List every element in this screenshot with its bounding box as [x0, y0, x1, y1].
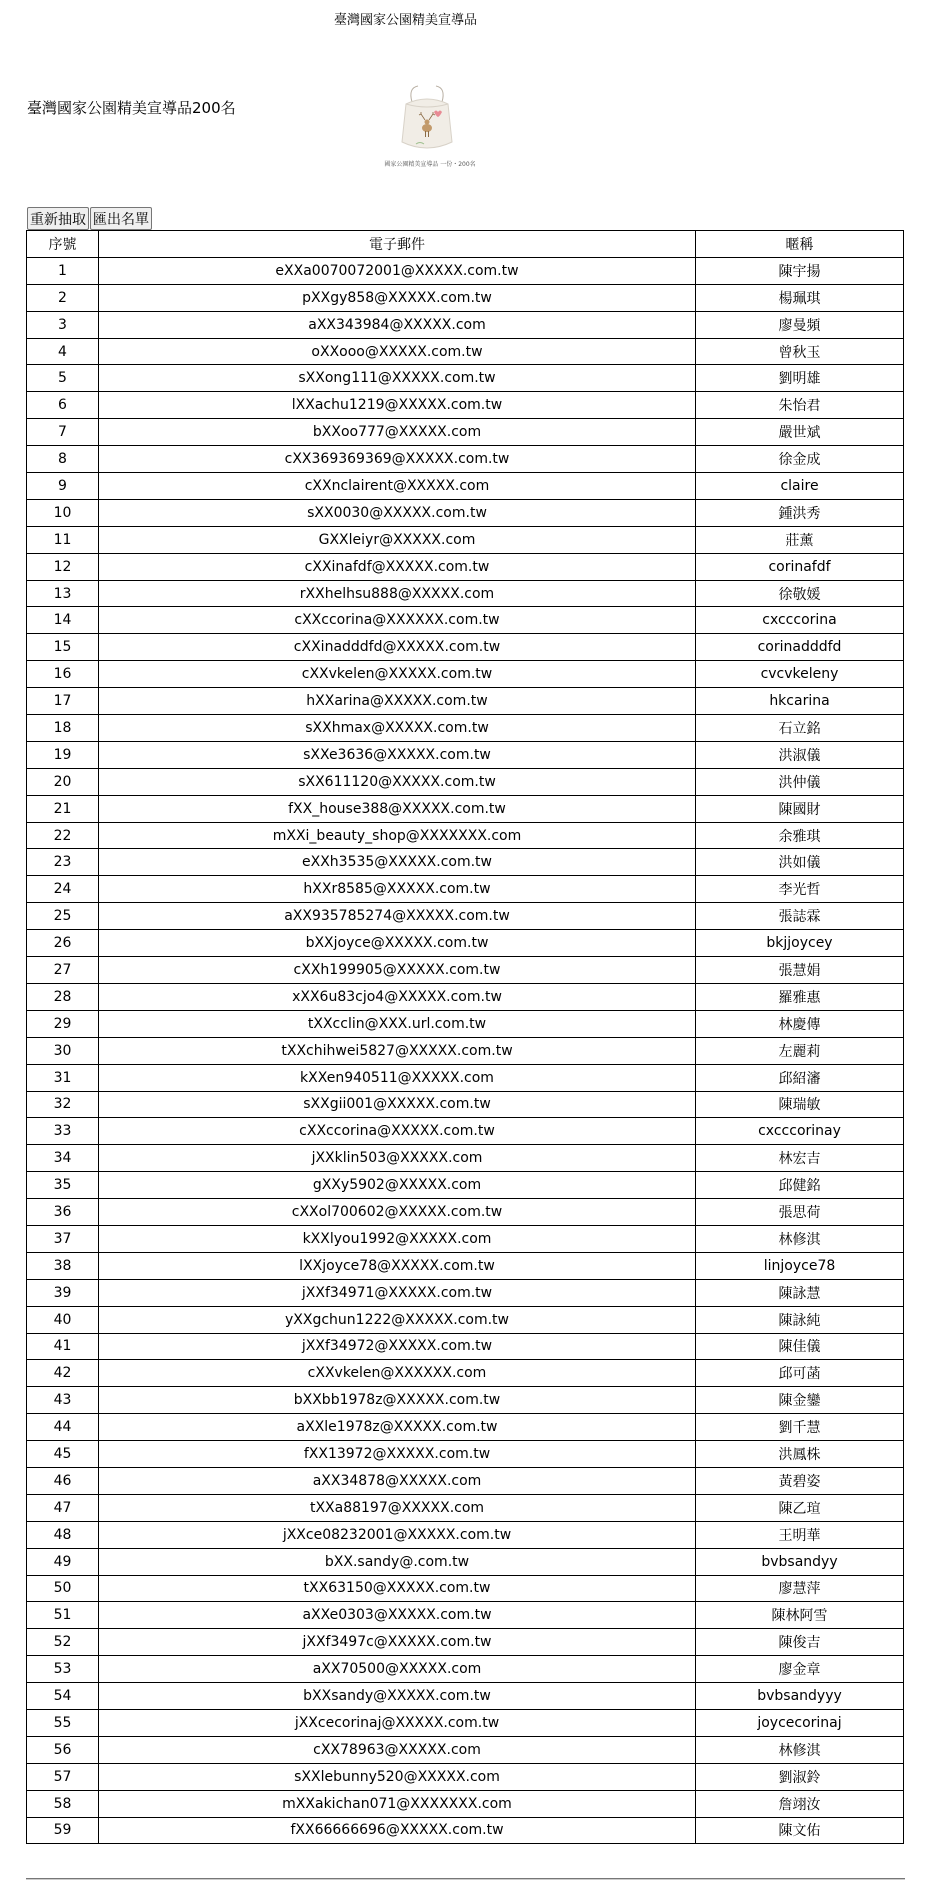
- cell-email: jXXf34971@XXXXX.com.tw: [99, 1279, 696, 1306]
- cell-nickname: 莊薰: [696, 526, 904, 553]
- cell-email: hXXr8585@XXXXX.com.tw: [99, 876, 696, 903]
- cell-email: sXXong111@XXXXX.com.tw: [99, 365, 696, 392]
- cell-no: 33: [27, 1118, 99, 1145]
- cell-no: 32: [27, 1091, 99, 1118]
- table-row: [27, 1333, 904, 1360]
- table-row: [27, 849, 904, 876]
- cell-nickname: 詹翊汝: [696, 1790, 904, 1817]
- cell-no: 58: [27, 1790, 99, 1817]
- cell-nickname: 羅雅惠: [696, 983, 904, 1010]
- cell-no: 20: [27, 768, 99, 795]
- table-row: [27, 1548, 904, 1575]
- table-row: [27, 1225, 904, 1252]
- table-body: [27, 257, 904, 1844]
- table-row: [27, 795, 904, 822]
- cell-no: 31: [27, 1064, 99, 1091]
- cell-nickname: 陳瑞敏: [696, 1091, 904, 1118]
- cell-nickname: 曾秋玉: [696, 338, 904, 365]
- table-row: [27, 930, 904, 957]
- cell-nickname: 邱紹瀋: [696, 1064, 904, 1091]
- cell-email: jXXf34972@XXXXX.com.tw: [99, 1333, 696, 1360]
- cell-no: 55: [27, 1709, 99, 1736]
- cell-no: 19: [27, 741, 99, 768]
- table-row: [27, 768, 904, 795]
- cell-nickname: 邱可菡: [696, 1360, 904, 1387]
- table-row: [27, 957, 904, 984]
- cell-email: cXXh199905@XXXXX.com.tw: [99, 957, 696, 984]
- table-row: [27, 1494, 904, 1521]
- cell-email: rXXhelhsu888@XXXXX.com: [99, 580, 696, 607]
- cell-no: 37: [27, 1225, 99, 1252]
- cell-nickname: 石立銘: [696, 715, 904, 742]
- cell-no: 4: [27, 338, 99, 365]
- cell-nickname: claire: [696, 473, 904, 500]
- export-list-button[interactable]: 匯出名單: [90, 207, 152, 230]
- cell-no: 41: [27, 1333, 99, 1360]
- cell-nickname: 林慶傳: [696, 1010, 904, 1037]
- cell-email: bXX.sandy@.com.tw: [99, 1548, 696, 1575]
- cell-nickname: 王明華: [696, 1521, 904, 1548]
- cell-email: fXX66666696@XXXXX.com.tw: [99, 1817, 696, 1844]
- table-row: [27, 1414, 904, 1441]
- cell-nickname: 林宏吉: [696, 1145, 904, 1172]
- cell-email: oXXooo@XXXXX.com.tw: [99, 338, 696, 365]
- cell-email: cXXol700602@XXXXX.com.tw: [99, 1199, 696, 1226]
- cell-email: mXXi_beauty_shop@XXXXXXX.com: [99, 822, 696, 849]
- cell-nickname: hkcarina: [696, 688, 904, 715]
- cell-no: 29: [27, 1010, 99, 1037]
- table-row: [27, 1091, 904, 1118]
- cell-no: 43: [27, 1387, 99, 1414]
- cell-nickname: bkjjoycey: [696, 930, 904, 957]
- cell-no: 27: [27, 957, 99, 984]
- cell-nickname: 張慧娟: [696, 957, 904, 984]
- cell-nickname: 劉明雄: [696, 365, 904, 392]
- cell-nickname: 徐金成: [696, 446, 904, 473]
- table-row: [27, 741, 904, 768]
- cell-email: sXXe3636@XXXXX.com.tw: [99, 741, 696, 768]
- table-row: [27, 607, 904, 634]
- table-row: [27, 1629, 904, 1656]
- cell-email: sXXlebunny520@XXXXX.com: [99, 1763, 696, 1790]
- cell-email: xXX6u83cjo4@XXXXX.com.tw: [99, 983, 696, 1010]
- cell-nickname: 陳詠純: [696, 1306, 904, 1333]
- cell-nickname: corinafdf: [696, 553, 904, 580]
- cell-nickname: 陳乙瑄: [696, 1494, 904, 1521]
- cell-nickname: 朱怡君: [696, 392, 904, 419]
- cell-no: 6: [27, 392, 99, 419]
- cell-email: gXXy5902@XXXXX.com: [99, 1172, 696, 1199]
- cell-nickname: 陳國財: [696, 795, 904, 822]
- prize-heading: 臺灣國家公園精美宣導品200名: [27, 99, 236, 117]
- cell-email: sXXgii001@XXXXX.com.tw: [99, 1091, 696, 1118]
- cell-nickname: 劉淑鈴: [696, 1763, 904, 1790]
- cell-no: 40: [27, 1306, 99, 1333]
- cell-no: 59: [27, 1817, 99, 1844]
- table-row: [27, 473, 904, 500]
- cell-no: 16: [27, 661, 99, 688]
- cell-no: 45: [27, 1441, 99, 1468]
- cell-no: 3: [27, 311, 99, 338]
- table-row: [27, 1279, 904, 1306]
- cell-nickname: 洪如儀: [696, 849, 904, 876]
- cell-nickname: 徐敬媛: [696, 580, 904, 607]
- cell-email: tXXa88197@XXXXX.com: [99, 1494, 696, 1521]
- cell-email: cXXvkelen@XXXXXX.com: [99, 1360, 696, 1387]
- cell-no: 2: [27, 284, 99, 311]
- cell-no: 8: [27, 446, 99, 473]
- cell-no: 53: [27, 1656, 99, 1683]
- table-row: [27, 1521, 904, 1548]
- table-row: [27, 1387, 904, 1414]
- table-row: [27, 1252, 904, 1279]
- table-row: [27, 1064, 904, 1091]
- cell-nickname: 李光哲: [696, 876, 904, 903]
- cell-nickname: 林修淇: [696, 1225, 904, 1252]
- table-row: [27, 1199, 904, 1226]
- cell-no: 10: [27, 499, 99, 526]
- cell-nickname: 廖曼頻: [696, 311, 904, 338]
- table-row: [27, 446, 904, 473]
- header-no: 序號: [27, 231, 99, 258]
- table-row: [27, 1360, 904, 1387]
- cell-nickname: 陳文佑: [696, 1817, 904, 1844]
- cell-email: cXXnclairent@XXXXX.com: [99, 473, 696, 500]
- cell-email: eXXa0070072001@XXXXX.com.tw: [99, 257, 696, 284]
- cell-email: kXXen940511@XXXXX.com: [99, 1064, 696, 1091]
- cell-email: aXX34878@XXXXX.com: [99, 1467, 696, 1494]
- cell-no: 52: [27, 1629, 99, 1656]
- cell-no: 26: [27, 930, 99, 957]
- table-row: [27, 1037, 904, 1064]
- table-row: [27, 311, 904, 338]
- header-nickname: 暱稱: [696, 231, 904, 258]
- cell-email: cXXinafdf@XXXXX.com.tw: [99, 553, 696, 580]
- cell-no: 46: [27, 1467, 99, 1494]
- cell-email: bXXsandy@XXXXX.com.tw: [99, 1683, 696, 1710]
- table-header-row: [27, 231, 904, 258]
- bottom-divider: [26, 1878, 905, 1880]
- cell-email: cXXinadddfd@XXXXX.com.tw: [99, 634, 696, 661]
- cell-email: sXX611120@XXXXX.com.tw: [99, 768, 696, 795]
- cell-nickname: 余雅琪: [696, 822, 904, 849]
- cell-email: fXX13972@XXXXX.com.tw: [99, 1441, 696, 1468]
- table-row: [27, 876, 904, 903]
- cell-email: aXX935785274@XXXXX.com.tw: [99, 903, 696, 930]
- cell-no: 12: [27, 553, 99, 580]
- cell-email: hXXarina@XXXXX.com.tw: [99, 688, 696, 715]
- cell-no: 38: [27, 1252, 99, 1279]
- cell-email: yXXgchun1222@XXXXX.com.tw: [99, 1306, 696, 1333]
- cell-no: 23: [27, 849, 99, 876]
- table-row: [27, 1010, 904, 1037]
- table-row: [27, 1172, 904, 1199]
- table-row: [27, 1602, 904, 1629]
- table-row: [27, 1118, 904, 1145]
- table-row: [27, 338, 904, 365]
- cell-no: 1: [27, 257, 99, 284]
- cell-nickname: 鍾洪秀: [696, 499, 904, 526]
- table-row: [27, 553, 904, 580]
- cell-nickname: 洪仲儀: [696, 768, 904, 795]
- table-row: [27, 1736, 904, 1763]
- cell-no: 9: [27, 473, 99, 500]
- cell-email: pXXgy858@XXXXX.com.tw: [99, 284, 696, 311]
- table-row: [27, 1656, 904, 1683]
- cell-nickname: 陳金鑾: [696, 1387, 904, 1414]
- cell-email: sXXhmax@XXXXX.com.tw: [99, 715, 696, 742]
- table-row: [27, 1306, 904, 1333]
- cell-no: 35: [27, 1172, 99, 1199]
- cell-no: 47: [27, 1494, 99, 1521]
- cell-no: 5: [27, 365, 99, 392]
- table-row: [27, 526, 904, 553]
- cell-no: 39: [27, 1279, 99, 1306]
- cell-no: 28: [27, 983, 99, 1010]
- cell-no: 7: [27, 419, 99, 446]
- cell-email: aXXle1978z@XXXXX.com.tw: [99, 1414, 696, 1441]
- cell-email: mXXakichan071@XXXXXXX.com: [99, 1790, 696, 1817]
- cell-no: 54: [27, 1683, 99, 1710]
- cell-nickname: 洪淑儀: [696, 741, 904, 768]
- cell-nickname: 陳宇揚: [696, 257, 904, 284]
- cell-nickname: 洪鳳株: [696, 1441, 904, 1468]
- cell-no: 56: [27, 1736, 99, 1763]
- table-row: [27, 1575, 904, 1602]
- cell-no: 36: [27, 1199, 99, 1226]
- cell-no: 50: [27, 1575, 99, 1602]
- cell-email: bXXoo777@XXXXX.com: [99, 419, 696, 446]
- table-row: [27, 1441, 904, 1468]
- cell-email: sXX0030@XXXXX.com.tw: [99, 499, 696, 526]
- cell-nickname: 林修淇: [696, 1736, 904, 1763]
- cell-no: 44: [27, 1414, 99, 1441]
- cell-no: 17: [27, 688, 99, 715]
- cell-email: tXX63150@XXXXX.com.tw: [99, 1575, 696, 1602]
- cell-email: jXXf3497c@XXXXX.com.tw: [99, 1629, 696, 1656]
- table-row: [27, 1145, 904, 1172]
- cell-email: bXXbb1978z@XXXXX.com.tw: [99, 1387, 696, 1414]
- page-title: 臺灣國家公園精美宣導品: [333, 13, 477, 28]
- cell-email: jXXce08232001@XXXXX.com.tw: [99, 1521, 696, 1548]
- table-row: [27, 499, 904, 526]
- cell-nickname: 陳俊吉: [696, 1629, 904, 1656]
- table-row: [27, 634, 904, 661]
- cell-no: 14: [27, 607, 99, 634]
- table-row: [27, 715, 904, 742]
- cell-email: lXXjoyce78@XXXXX.com.tw: [99, 1252, 696, 1279]
- table-row: [27, 822, 904, 849]
- cell-email: GXXleiyr@XXXXX.com: [99, 526, 696, 553]
- table-row: [27, 1709, 904, 1736]
- prize-bag-image: [398, 84, 456, 154]
- cell-nickname: cvcvkeleny: [696, 661, 904, 688]
- table-row: [27, 1763, 904, 1790]
- table-row: [27, 688, 904, 715]
- cell-no: 24: [27, 876, 99, 903]
- cell-no: 13: [27, 580, 99, 607]
- cell-no: 11: [27, 526, 99, 553]
- cell-nickname: linjoyce78: [696, 1252, 904, 1279]
- cell-no: 57: [27, 1763, 99, 1790]
- cell-nickname: bvbsandyy: [696, 1548, 904, 1575]
- table-row: [27, 257, 904, 284]
- cell-nickname: 楊珮琪: [696, 284, 904, 311]
- table-row: [27, 661, 904, 688]
- cell-email: cXXccorina@XXXXXX.com.tw: [99, 607, 696, 634]
- cell-no: 51: [27, 1602, 99, 1629]
- cell-nickname: 張誌霖: [696, 903, 904, 930]
- cell-nickname: cxcccorinay: [696, 1118, 904, 1145]
- cell-nickname: cxcccorina: [696, 607, 904, 634]
- cell-nickname: corinadddfd: [696, 634, 904, 661]
- cell-email: cXX78963@XXXXX.com: [99, 1736, 696, 1763]
- cell-email: aXX70500@XXXXX.com: [99, 1656, 696, 1683]
- cell-email: jXXcecorinaj@XXXXX.com.tw: [99, 1709, 696, 1736]
- cell-nickname: 邱健銘: [696, 1172, 904, 1199]
- cell-email: aXX343984@XXXXX.com: [99, 311, 696, 338]
- toolbar: [27, 207, 153, 230]
- cell-no: 15: [27, 634, 99, 661]
- cell-email: bXXjoyce@XXXXX.com.tw: [99, 930, 696, 957]
- cell-email: tXXchihwei5827@XXXXX.com.tw: [99, 1037, 696, 1064]
- cell-no: 48: [27, 1521, 99, 1548]
- cell-no: 34: [27, 1145, 99, 1172]
- cell-email: aXXe0303@XXXXX.com.tw: [99, 1602, 696, 1629]
- cell-email: cXXvkelen@XXXXX.com.tw: [99, 661, 696, 688]
- cell-no: 22: [27, 822, 99, 849]
- table-row: [27, 903, 904, 930]
- table-row: [27, 1817, 904, 1844]
- cell-email: fXX_house388@XXXXX.com.tw: [99, 795, 696, 822]
- cell-no: 21: [27, 795, 99, 822]
- cell-nickname: 劉千慧: [696, 1414, 904, 1441]
- table-row: [27, 1683, 904, 1710]
- cell-nickname: 廖慧萍: [696, 1575, 904, 1602]
- table-row: [27, 1467, 904, 1494]
- header-email: 電子郵件: [99, 231, 696, 258]
- cell-email: cXX369369369@XXXXX.com.tw: [99, 446, 696, 473]
- cell-nickname: bvbsandyyy: [696, 1683, 904, 1710]
- table-row: [27, 284, 904, 311]
- cell-email: jXXklin503@XXXXX.com: [99, 1145, 696, 1172]
- table-row: [27, 365, 904, 392]
- cell-nickname: 陳林阿雪: [696, 1602, 904, 1629]
- cell-nickname: 左麗莉: [696, 1037, 904, 1064]
- cell-email: eXXh3535@XXXXX.com.tw: [99, 849, 696, 876]
- cell-nickname: 張思荷: [696, 1199, 904, 1226]
- winners-table: [26, 230, 904, 1844]
- cell-no: 42: [27, 1360, 99, 1387]
- prize-caption: 國家公園精美宣導品 一份・200名: [384, 161, 476, 168]
- cell-no: 30: [27, 1037, 99, 1064]
- redraw-button[interactable]: 重新抽取: [27, 207, 89, 230]
- cell-no: 49: [27, 1548, 99, 1575]
- cell-nickname: 廖金章: [696, 1656, 904, 1683]
- cell-nickname: 嚴世斌: [696, 419, 904, 446]
- table-row: [27, 1790, 904, 1817]
- cell-email: kXXlyou1992@XXXXX.com: [99, 1225, 696, 1252]
- cell-email: cXXccorina@XXXXX.com.tw: [99, 1118, 696, 1145]
- cell-nickname: 黃碧姿: [696, 1467, 904, 1494]
- table-row: [27, 392, 904, 419]
- table-row: [27, 983, 904, 1010]
- cell-no: 25: [27, 903, 99, 930]
- cell-nickname: 陳佳儀: [696, 1333, 904, 1360]
- table-row: [27, 419, 904, 446]
- table-row: [27, 580, 904, 607]
- cell-email: lXXachu1219@XXXXX.com.tw: [99, 392, 696, 419]
- cell-nickname: joycecorinaj: [696, 1709, 904, 1736]
- cell-no: 18: [27, 715, 99, 742]
- cell-nickname: 陳詠慧: [696, 1279, 904, 1306]
- cell-email: tXXcclin@XXX.url.com.tw: [99, 1010, 696, 1037]
